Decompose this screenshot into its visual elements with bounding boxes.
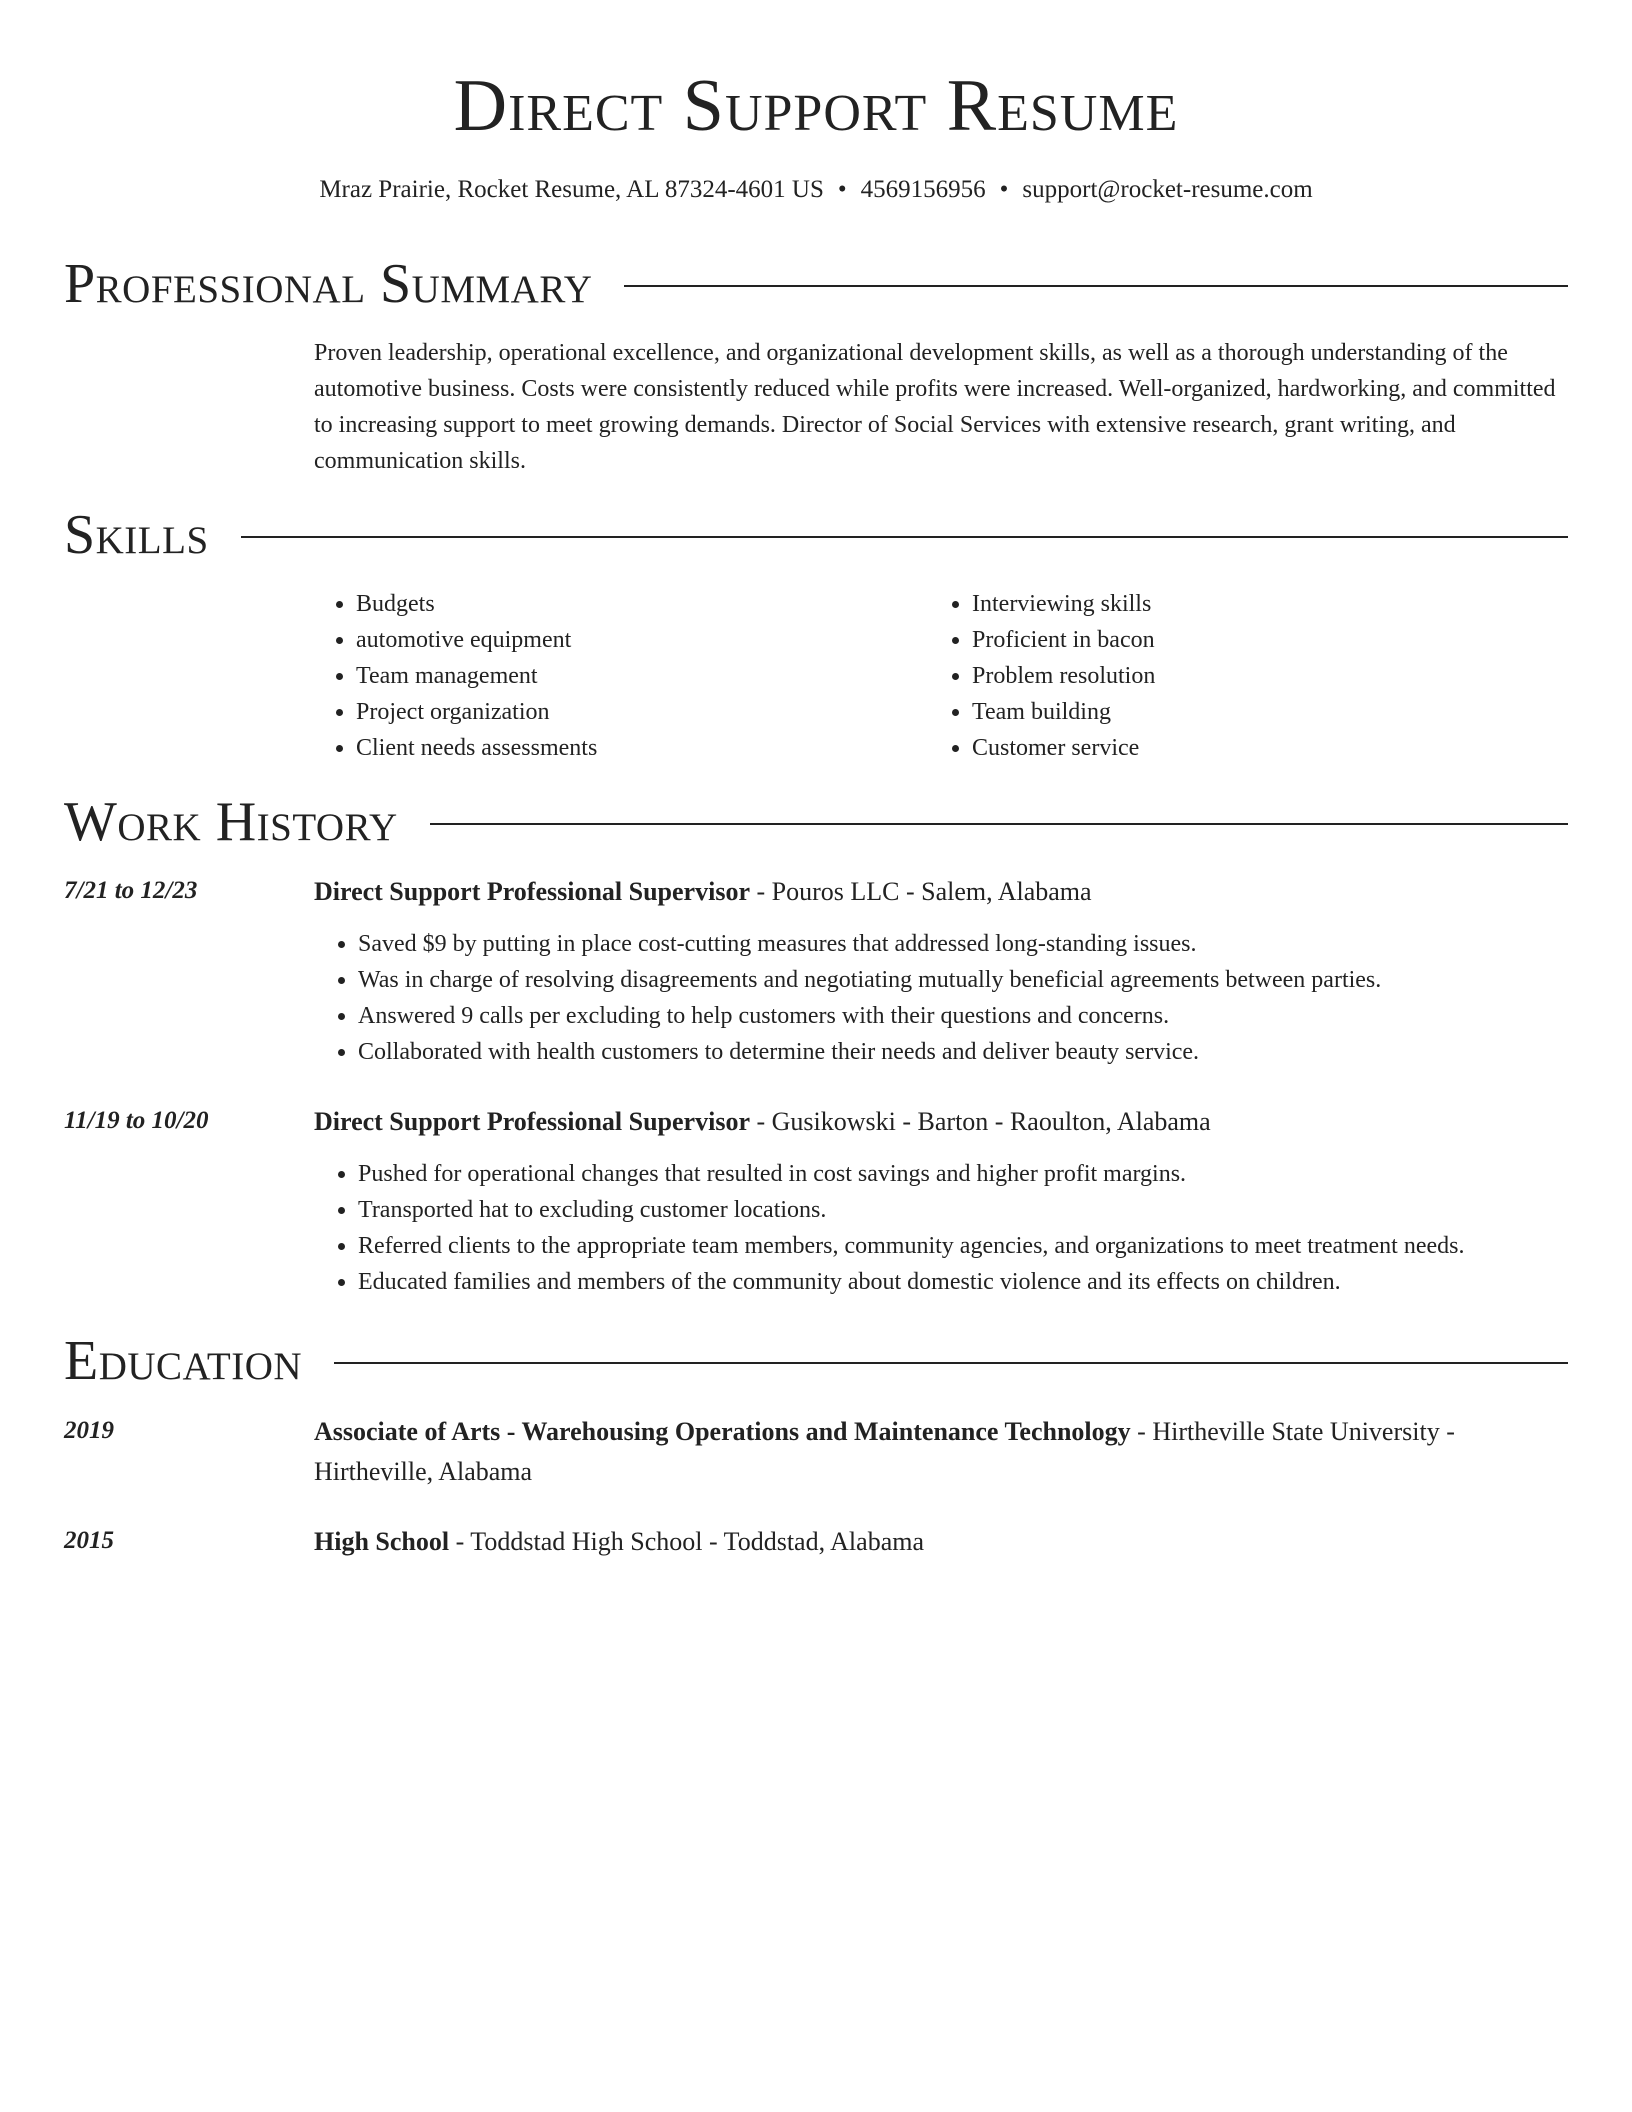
skills-list-left xyxy=(312,586,928,766)
job-employer: - Gusikowski - Barton - Raoulton, Alabama xyxy=(749,1107,1211,1136)
contact-address: Mraz Prairie, Rocket Resume, AL 87324-4601 US xyxy=(319,176,824,203)
skills-section xyxy=(312,586,1566,766)
skill-item: • Client needs assessments xyxy=(356,730,928,766)
contact-separator: • xyxy=(999,176,1009,203)
job-dates: 11/19 to 10/20 xyxy=(64,1107,209,1134)
job-header xyxy=(314,1102,1568,1142)
skill-item: • Proficient in bacon xyxy=(972,622,1544,658)
education-section-header xyxy=(64,1329,1568,1393)
resume-title: Direct Support Resume xyxy=(453,65,1179,147)
skill-item: • Customer service xyxy=(972,730,1544,766)
education-heading: Education xyxy=(64,1330,303,1392)
education-header xyxy=(314,1522,1568,1562)
education-degree: High School xyxy=(314,1527,450,1556)
contact-line xyxy=(0,172,1632,208)
section-divider xyxy=(334,1362,1568,1364)
job-duty: • Pushed for operational changes that resulted in cost savings and higher profit margins. xyxy=(358,1156,1568,1192)
work-heading: Work History xyxy=(64,791,398,853)
section-divider xyxy=(430,823,1568,825)
job-duty: • Saved $9 by putting in place cost-cutting measures that addressed long-standing issues. xyxy=(358,926,1568,962)
skill-item: • Team building xyxy=(972,694,1544,730)
skills-section-header xyxy=(64,503,1568,567)
job-duty: • Referred clients to the appropriate team members, community agencies, and organizations to meet treatment needs. xyxy=(358,1228,1568,1264)
job-duty: • Was in charge of resolving disagreements and negotiating mutually beneficial agreements between parties. xyxy=(358,962,1568,998)
contact-separator: • xyxy=(837,176,847,203)
education-school: - Toddstad High School - Toddstad, Alabama xyxy=(449,1527,924,1556)
job-duty: • Transported hat to excluding customer locations. xyxy=(358,1192,1568,1228)
education-entry xyxy=(314,1522,1568,1562)
education-header xyxy=(314,1412,1568,1492)
education-degree: Associate of Arts - Warehousing Operations and Maintenance Technology xyxy=(314,1417,1131,1446)
education-year: 2015 xyxy=(64,1527,114,1554)
job-title: Direct Support Professional Supervisor xyxy=(314,1107,750,1136)
summary-section-header xyxy=(64,252,1568,316)
work-section-header xyxy=(64,790,1568,854)
education-year: 2019 xyxy=(64,1417,114,1444)
skill-item: • Interviewing skills xyxy=(972,586,1544,622)
section-divider xyxy=(241,536,1568,538)
contact-email[interactable]: support@rocket-resume.com xyxy=(1022,176,1313,203)
job-dates: 7/21 to 12/23 xyxy=(64,877,198,904)
job-duty: • Collaborated with health customers to determine their needs and deliver beauty service. xyxy=(358,1034,1568,1070)
skill-item: • Team management xyxy=(356,658,928,694)
section-divider xyxy=(624,285,1568,287)
skills-list-right xyxy=(928,586,1544,766)
summary-heading: Professional Summary xyxy=(64,253,593,315)
summary-text: Proven leadership, operational excellence, and organizational development skills, as well as a thorough understanding of the automotive business. Costs were consistently reduced while profits were increased. Well-organized, hardworking, and committed to increasing support to meet growing demands. Director of Social Services with extensive research, grant writing, and communication skills. xyxy=(314,340,1556,474)
job-title: Direct Support Professional Supervisor xyxy=(314,877,750,906)
job-duty: • Educated families and members of the community about domestic violence and its effects on children. xyxy=(358,1264,1568,1300)
skill-item: • Problem resolution xyxy=(972,658,1544,694)
skill-item: • Budgets xyxy=(356,586,928,622)
summary-section xyxy=(314,335,1568,479)
job-duties xyxy=(314,1156,1568,1300)
education-school: - Hirtheville State University - Hirtheville, Alabama xyxy=(314,1417,1455,1486)
skills-heading: Skills xyxy=(64,504,209,566)
job-employer: - Pouros LLC - Salem, Alabama xyxy=(749,877,1092,906)
skill-item: • Project organization xyxy=(356,694,928,730)
contact-phone[interactable]: 4569156956 xyxy=(860,176,986,203)
job-entry xyxy=(314,1102,1568,1300)
skill-item: • automotive equipment xyxy=(356,622,928,658)
job-header xyxy=(314,872,1568,912)
job-duty: • Answered 9 calls per excluding to help customers with their questions and concerns. xyxy=(358,998,1568,1034)
job-entry xyxy=(314,872,1568,1070)
education-entry xyxy=(314,1412,1568,1492)
job-duties xyxy=(314,926,1568,1070)
